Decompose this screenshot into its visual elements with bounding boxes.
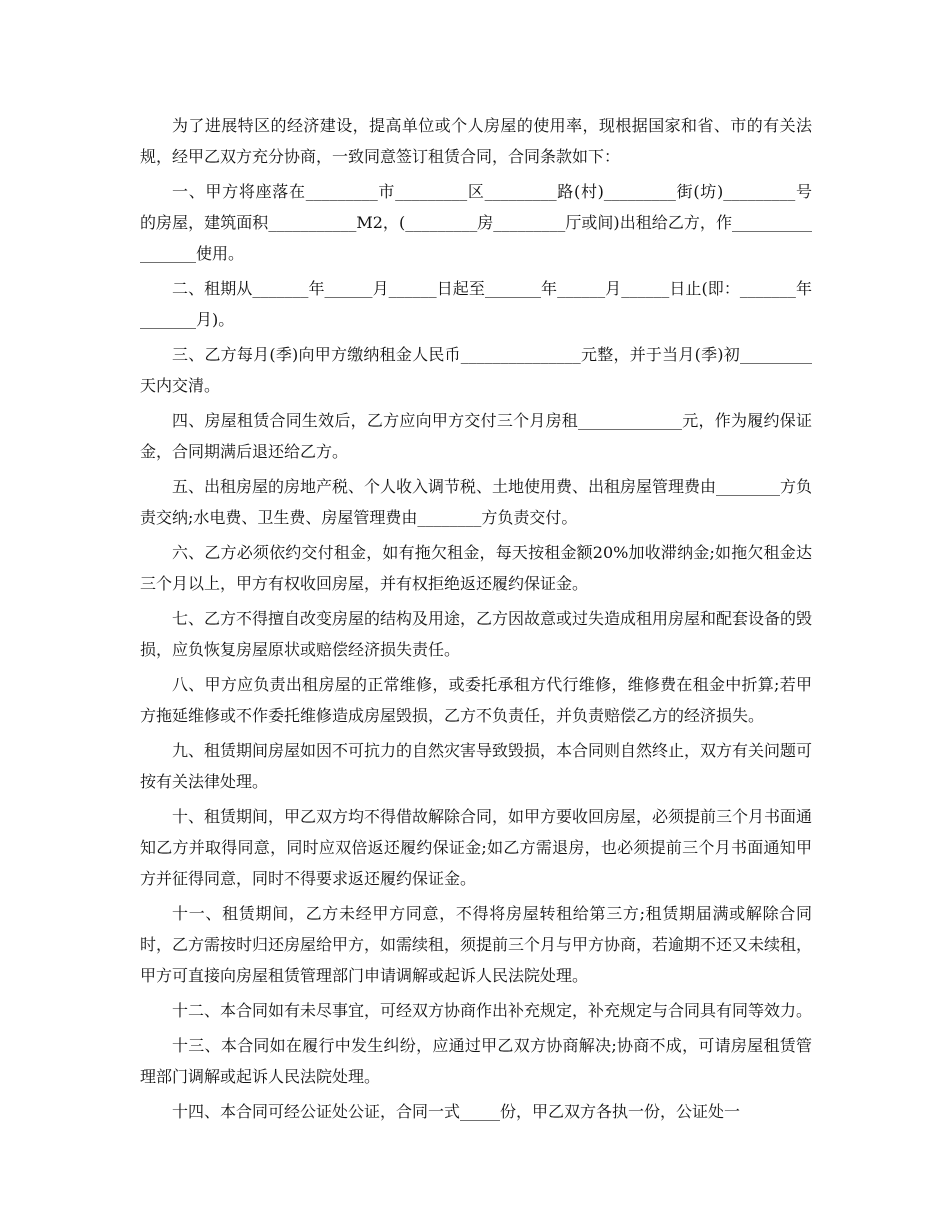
contract-body — [140, 110, 812, 1131]
clause-3-paragraph: 三、乙方每月(季)向甲方缴纳租金人民币_______________元整，并于当月(季)初_________天内交清。 — [140, 345, 812, 395]
clause-4-paragraph: 四、房屋租赁合同生效后，乙方应向甲方交付三个月房租_____________元，作为履约保证金，合同期满后退还给乙方。 — [140, 411, 812, 461]
clause-1-paragraph: 一、甲方将座落在_________市_________区_________路(村)_________街(坊)_________号的房屋，建筑面积___________M2，(_________房_________厅或间)出租给乙方，作_________________使用。 — [140, 182, 812, 263]
clause-2-paragraph: 二、租期从_______年______月______日起至_______年______月______日止(即：_______年_______月)。 — [140, 279, 812, 329]
clause-10-paragraph: 十、租赁期间，甲乙双方均不得借故解除合同，如甲方要收回房屋，必须提前三个月书面通知乙方并取得同意，同时应双倍返还履约保证金;如乙方需退房，也必须提前三个月书面通知甲方并征得同意，同时不得要求返还履约保证金。 — [140, 807, 813, 888]
clause-9-paragraph: 九、租赁期间房屋如因不可抗力的自然灾害导致毁损，本合同则自然终止，双方有关问题可按有关法律处理。 — [140, 741, 813, 791]
clause-13-paragraph: 十三、本合同如在履行中发生纠纷，应通过甲乙双方协商解决;协商不成，可请房屋租赁管理部门调解或起诉人民法院处理。 — [140, 1036, 812, 1086]
intro-paragraph: 为了进展特区的经济建设，提高单位或个人房屋的使用率，现根据国家和省、市的有关法规，经甲乙双方充分协商，一致同意签订租赁合同，合同条款如下： — [140, 116, 812, 166]
clause-11-paragraph: 十一、租赁期间，乙方未经甲方同意，不得将房屋转租给第三方;租赁期届满或解除合同时，乙方需按时归还房屋给甲方，如需续租，须提前三个月与甲方协商，若逾期不还又未续租，甲方可直接向房屋租赁管理部门申请调解或起诉人民法院处理。 — [140, 904, 813, 985]
clause-14-paragraph: 十四、本合同可经公证处公证，合同一式_____份，甲乙双方各执一份，公证处一 — [172, 1102, 741, 1121]
clause-8-paragraph: 八、甲方应负责出租房屋的正常维修，或委托承租方代行维修，维修费在租金中折算;若甲方拖延维修或不作委托维修造成房屋毁损，乙方不负责任，并负责赔偿乙方的经济损失。 — [140, 675, 812, 725]
clause-5-paragraph: 五、出租房屋的房地产税、个人收入调节税、土地使用费、出租房屋管理费由________方负责交纳;水电费、卫生费、房屋管理费由________方负责交付。 — [140, 477, 813, 527]
clause-7-paragraph: 七、乙方不得擅自改变房屋的结构及用途，乙方因故意或过失造成租用房屋和配套设备的毁损，应负恢复房屋原状或赔偿经济损失责任。 — [140, 609, 813, 659]
clause-6-paragraph: 六、乙方必须依约交付租金，如有拖欠租金，每天按租金额20%加收滞纳金;如拖欠租金达三个月以上，甲方有权收回房屋，并有权拒绝返还履约保证金。 — [140, 543, 812, 593]
clause-12-paragraph: 十二、本合同如有未尽事宜，可经双方协商作出补充规定，补充规定与合同具有同等效力。 — [172, 1001, 813, 1020]
